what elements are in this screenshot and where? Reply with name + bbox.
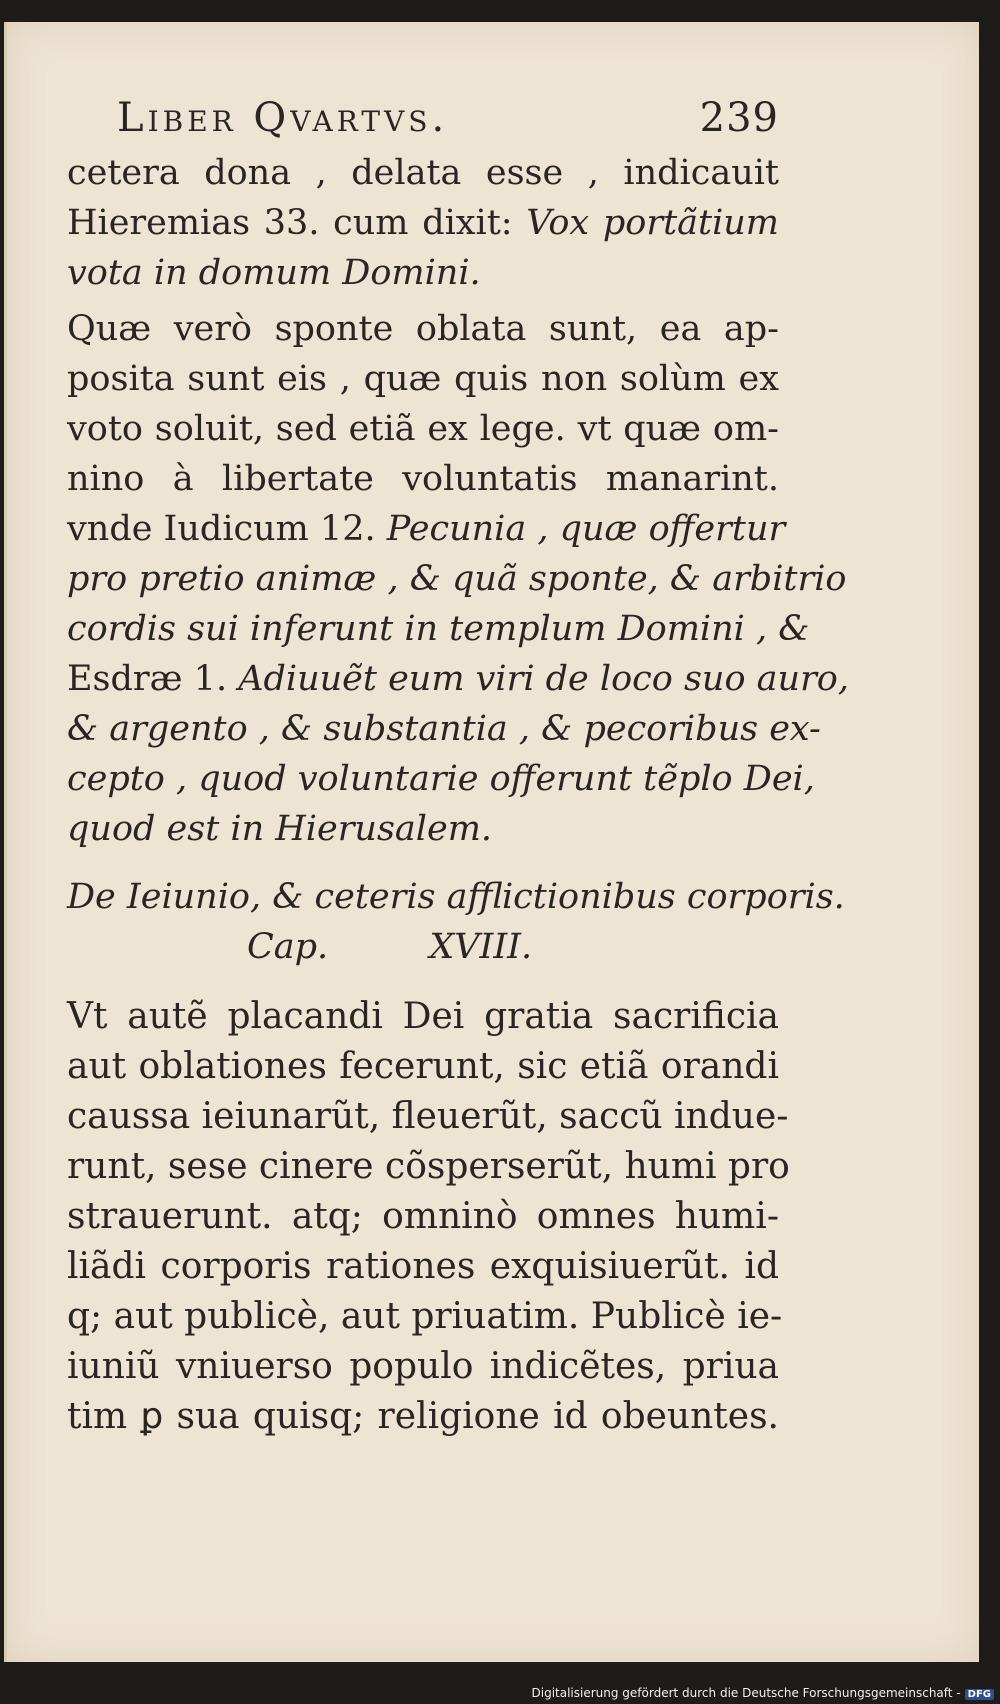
text-line: q; aut publicè, aut priuatim. Publicè ie- <box>67 1296 783 1337</box>
text-line <box>67 198 779 248</box>
text-line: aut oblationes fecerunt, sic etiã orandi <box>67 1046 779 1087</box>
paragraph-1 <box>67 148 779 298</box>
running-title: Liber Qvartvs. <box>117 95 449 141</box>
text-line: runt, sese cinere cõsperserũt, humi pro <box>67 1146 790 1187</box>
text-line: nino à libertate voluntatis manarint. <box>67 459 779 499</box>
cap-label: Cap. <box>247 927 329 967</box>
text-run: Esdræ 1. <box>67 659 239 699</box>
text-line: pro pretio animæ , & quã sponte, & arbitrio <box>67 559 847 599</box>
text-line: cepto , quod voluntarie offerunt tẽplo Dei, <box>67 759 815 799</box>
text-line: vota in domum Domini. <box>67 253 481 293</box>
text-line: liãdi corporis rationes exquisiuerũt. id <box>67 1246 779 1287</box>
text-line: iuniũ vniuerso populo indicẽtes, priua <box>67 1346 779 1387</box>
chapter-title: De Ieiunio, & ceteris afflictionibus corporis. <box>67 877 845 917</box>
text-line: quod est in Hierusalem. <box>67 809 493 849</box>
chapter-number-line <box>67 922 779 972</box>
text-line: Quæ verò sponte oblata sunt, ea ap- <box>67 309 779 349</box>
text-line: cordis sui inferunt in templum Domini , & <box>67 609 810 649</box>
text-line: posita sunt eis , quæ quis non solùm ex <box>67 359 779 399</box>
dfg-logo-icon: DFG <box>965 1689 994 1700</box>
text-line <box>67 504 786 554</box>
text-run: vnde Iudicum 12. <box>67 509 387 549</box>
chapter-heading <box>67 872 845 972</box>
text-line: cetera dona , delata esse , indicauit <box>67 153 779 193</box>
credit-text: Digitalisierung gefördert durch die Deutsche Forschungsgemeinschaft - <box>531 1686 961 1700</box>
page-number: 239 <box>699 95 779 141</box>
text-line: voto soluit, sed etiã ex lege. vt quæ om- <box>67 409 779 449</box>
running-head <box>67 88 779 148</box>
text-line: caussa ieiunarũt, fleuerũt, saccũ indue- <box>67 1096 789 1137</box>
italic-run: Vox portãtium <box>526 203 779 243</box>
text-line <box>67 654 849 704</box>
digitization-credit <box>532 1686 995 1700</box>
cap-number: XVIII. <box>429 927 533 967</box>
italic-run: Adiuuẽt eum viri de loco suo auro, <box>238 659 849 699</box>
page-text-block <box>67 88 849 1442</box>
text-line: & argento , & substantia , & pecoribus ex- <box>67 709 821 749</box>
paragraph-2 <box>67 304 849 854</box>
text-line: tim ꝑ sua quisq; religione id obeuntes. <box>67 1396 779 1437</box>
book-page <box>4 22 979 1662</box>
paragraph-3 <box>67 992 790 1442</box>
text-run: Hieremias 33. cum dixit: <box>67 203 527 243</box>
italic-run: Pecunia , quæ offertur <box>386 509 786 549</box>
text-line: Vt autẽ placandi Dei gratia sacrificia <box>67 996 779 1037</box>
text-line: strauerunt. atq; omninò omnes humi- <box>67 1196 779 1237</box>
